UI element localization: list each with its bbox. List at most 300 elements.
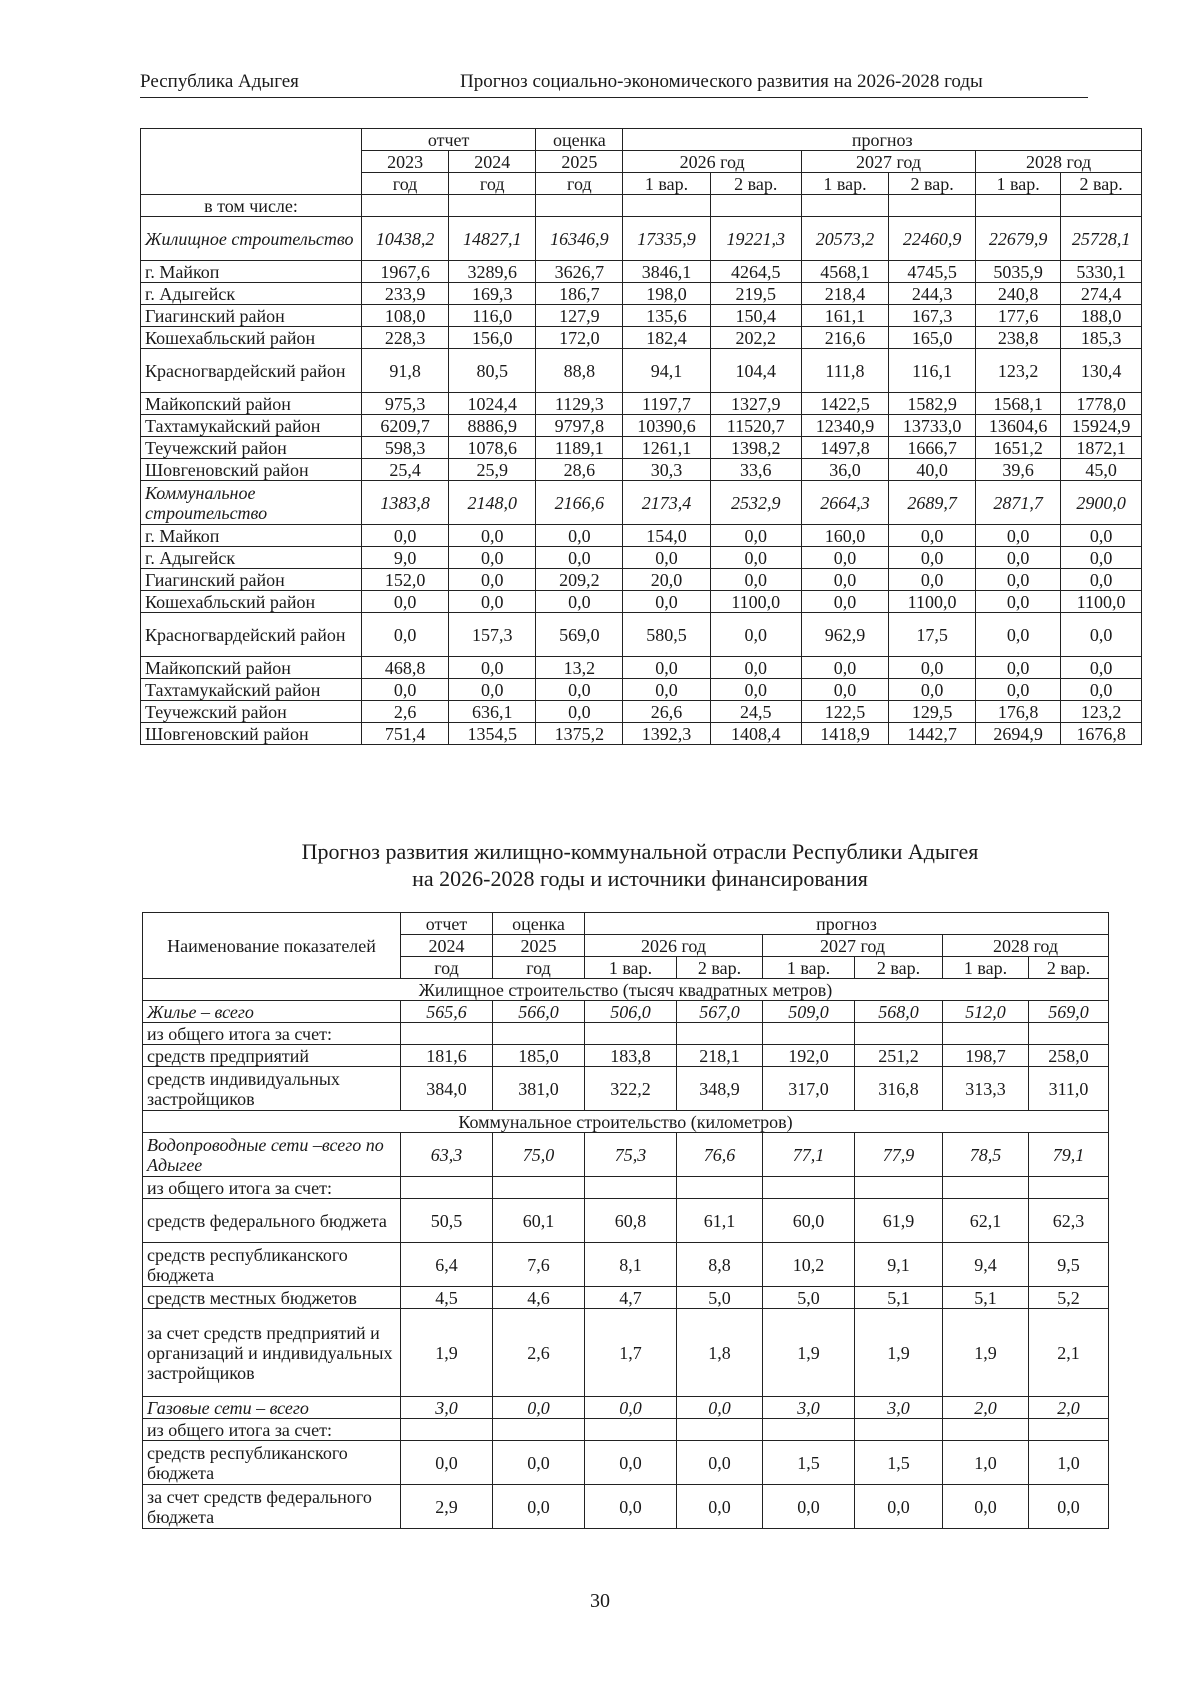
value-cell: 0,0 [855, 1485, 943, 1529]
value-cell: 0,0 [362, 591, 449, 613]
value-cell: 512,0 [943, 1001, 1029, 1023]
value-cell: 0,0 [801, 679, 888, 701]
value-cell: 60,8 [585, 1199, 677, 1243]
value-cell: 0,0 [623, 679, 710, 701]
value-cell: 10438,2 [362, 217, 449, 261]
value-cell: 0,0 [801, 547, 888, 569]
empty-cell [763, 1023, 855, 1045]
value-cell: 25,9 [449, 459, 536, 481]
value-cell: 1,0 [1029, 1441, 1109, 1485]
value-cell: 127,9 [536, 305, 623, 327]
value-cell: 63,3 [401, 1133, 493, 1177]
value-cell: 311,0 [1029, 1067, 1109, 1111]
variant-1-header: 1 вар. [763, 957, 855, 979]
value-cell: 172,0 [536, 327, 623, 349]
value-cell: 0,0 [536, 701, 623, 723]
value-cell: 202,2 [710, 327, 801, 349]
variant-2-header: 2 вар. [710, 173, 801, 195]
value-cell: 0,0 [710, 679, 801, 701]
variant-1-header: 1 вар. [801, 173, 888, 195]
value-cell: 116,0 [449, 305, 536, 327]
value-cell: 0,0 [362, 525, 449, 547]
empty-cell [401, 1177, 493, 1199]
value-cell: 1418,9 [801, 723, 888, 745]
value-cell: 1778,0 [1061, 393, 1142, 415]
value-cell: 122,5 [801, 701, 888, 723]
table-row [143, 1199, 1109, 1243]
value-cell: 381,0 [493, 1067, 585, 1111]
value-cell: 157,3 [449, 613, 536, 657]
table-row [141, 701, 1142, 723]
group-header-report: отчет [362, 129, 536, 151]
year-header: 2028 год [976, 151, 1142, 173]
year-header: 2024 [449, 151, 536, 173]
row-label: г. Майкоп [141, 261, 362, 283]
value-cell: 1024,4 [449, 393, 536, 415]
value-cell: 0,0 [976, 547, 1061, 569]
value-cell: 2,9 [401, 1485, 493, 1529]
value-cell: 104,4 [710, 349, 801, 393]
value-cell: 0,0 [801, 657, 888, 679]
row-label: Теучежский район [141, 701, 362, 723]
value-cell: 22679,9 [976, 217, 1061, 261]
table-row [141, 679, 1142, 701]
value-cell: 751,4 [362, 723, 449, 745]
value-cell: 45,0 [1061, 459, 1142, 481]
value-cell: 0,0 [710, 569, 801, 591]
value-cell: 60,1 [493, 1199, 585, 1243]
value-cell: 0,0 [710, 657, 801, 679]
value-cell: 0,0 [449, 679, 536, 701]
value-cell: 5,0 [763, 1287, 855, 1309]
value-cell: 1100,0 [889, 591, 976, 613]
value-cell: 0,0 [1061, 657, 1142, 679]
value-cell: 2,0 [943, 1397, 1029, 1419]
value-cell: 116,1 [889, 349, 976, 393]
value-cell: 1,9 [943, 1309, 1029, 1397]
value-cell: 5,1 [943, 1287, 1029, 1309]
value-cell: 61,9 [855, 1199, 943, 1243]
value-cell: 185,0 [493, 1045, 585, 1067]
table-row [143, 1001, 1109, 1023]
value-cell: 40,0 [889, 459, 976, 481]
value-cell: 567,0 [677, 1001, 763, 1023]
value-cell: 0,0 [401, 1441, 493, 1485]
value-cell: 1197,7 [623, 393, 710, 415]
value-cell: 22460,9 [889, 217, 976, 261]
value-cell: 135,6 [623, 305, 710, 327]
header-region: Республика Адыгея [140, 71, 299, 92]
value-cell: 5,2 [1029, 1287, 1109, 1309]
table-row [141, 613, 1142, 657]
value-cell: 0,0 [362, 613, 449, 657]
value-cell: 161,1 [801, 305, 888, 327]
value-cell: 0,0 [976, 657, 1061, 679]
table-row [141, 327, 1142, 349]
value-cell: 1422,5 [801, 393, 888, 415]
value-cell: 1,9 [763, 1309, 855, 1397]
value-cell: 0,0 [677, 1485, 763, 1529]
value-cell: 77,1 [763, 1133, 855, 1177]
value-cell: 0,0 [536, 591, 623, 613]
value-cell: 198,0 [623, 283, 710, 305]
value-cell: 60,0 [763, 1199, 855, 1243]
table-row [141, 261, 1142, 283]
value-cell: 79,1 [1029, 1133, 1109, 1177]
value-cell: 177,6 [976, 305, 1061, 327]
value-cell: 316,8 [855, 1067, 943, 1111]
table-row [141, 349, 1142, 393]
value-cell: 1261,1 [623, 437, 710, 459]
group-header-estimate: оценка [536, 129, 623, 151]
year-header: 2023 [362, 151, 449, 173]
value-cell: 77,9 [855, 1133, 943, 1177]
year-header: 2027 год [763, 935, 943, 957]
value-cell: 14827,1 [449, 217, 536, 261]
value-cell: 5,1 [855, 1287, 943, 1309]
table-row [141, 393, 1142, 415]
empty-cell [623, 195, 710, 217]
value-cell: 1872,1 [1061, 437, 1142, 459]
table-row [143, 1067, 1109, 1111]
table-row [141, 569, 1142, 591]
value-cell: 0,0 [710, 547, 801, 569]
value-cell: 4568,1 [801, 261, 888, 283]
row-label: из общего итога за счет: [143, 1419, 401, 1441]
value-cell: 0,0 [623, 591, 710, 613]
empty-cell [585, 1177, 677, 1199]
value-cell: 186,7 [536, 283, 623, 305]
empty-cell [855, 1419, 943, 1441]
value-cell: 198,7 [943, 1045, 1029, 1067]
value-cell: 0,0 [801, 569, 888, 591]
value-cell: 4264,5 [710, 261, 801, 283]
value-cell: 0,0 [710, 613, 801, 657]
value-cell: 13733,0 [889, 415, 976, 437]
value-cell: 0,0 [493, 1485, 585, 1529]
value-cell: 4,6 [493, 1287, 585, 1309]
value-cell: 1,0 [943, 1441, 1029, 1485]
value-cell: 129,5 [889, 701, 976, 723]
value-cell: 509,0 [763, 1001, 855, 1023]
table-row [141, 437, 1142, 459]
value-cell: 1582,9 [889, 393, 976, 415]
variant-1-header: 1 вар. [623, 173, 710, 195]
value-cell: 24,5 [710, 701, 801, 723]
value-cell: 75,3 [585, 1133, 677, 1177]
value-cell: 2148,0 [449, 481, 536, 525]
value-cell: 3,0 [401, 1397, 493, 1419]
value-cell: 1327,9 [710, 393, 801, 415]
table-construction-by-district [140, 128, 1142, 745]
variant-2-header: 2 вар. [855, 957, 943, 979]
year-header: 2026 год [623, 151, 802, 173]
table-row [141, 459, 1142, 481]
empty-cell [855, 1023, 943, 1045]
value-cell: 0,0 [449, 591, 536, 613]
value-cell: 7,6 [493, 1243, 585, 1287]
value-cell: 2166,6 [536, 481, 623, 525]
value-cell: 0,0 [677, 1397, 763, 1419]
including-label: в том числе: [141, 195, 362, 217]
value-cell: 39,6 [976, 459, 1061, 481]
value-cell: 3626,7 [536, 261, 623, 283]
value-cell: 2532,9 [710, 481, 801, 525]
row-label: Майкопский район [141, 393, 362, 415]
value-cell: 244,3 [889, 283, 976, 305]
row-label: Майкопский район [141, 657, 362, 679]
table-row [143, 1045, 1109, 1067]
table-row [143, 1309, 1109, 1397]
value-cell: 506,0 [585, 1001, 677, 1023]
row-label: средств индивидуальных застройщиков [143, 1067, 401, 1111]
value-cell: 218,1 [677, 1045, 763, 1067]
value-cell: 598,3 [362, 437, 449, 459]
value-cell: 111,8 [801, 349, 888, 393]
empty-cell [677, 1419, 763, 1441]
value-cell: 2900,0 [1061, 481, 1142, 525]
row-label: Красногвардейский район [141, 349, 362, 393]
table-row [143, 1287, 1109, 1309]
value-cell: 228,3 [362, 327, 449, 349]
value-cell: 1100,0 [710, 591, 801, 613]
value-cell: 156,0 [449, 327, 536, 349]
value-cell: 108,0 [362, 305, 449, 327]
page-header [140, 71, 1088, 98]
value-cell: 1383,8 [362, 481, 449, 525]
year-unit-header: год [536, 173, 623, 195]
empty-cell [493, 1419, 585, 1441]
value-cell: 0,0 [763, 1485, 855, 1529]
row-label: Гиагинский район [141, 569, 362, 591]
value-cell: 8,8 [677, 1243, 763, 1287]
value-cell: 2689,7 [889, 481, 976, 525]
value-cell: 1,9 [401, 1309, 493, 1397]
empty-cell [855, 1177, 943, 1199]
empty-cell [493, 1177, 585, 1199]
value-cell: 12340,9 [801, 415, 888, 437]
row-label: Тахтамукайский район [141, 679, 362, 701]
value-cell: 3289,6 [449, 261, 536, 283]
value-cell: 218,4 [801, 283, 888, 305]
header-empty-cell [141, 129, 362, 195]
value-cell: 16346,9 [536, 217, 623, 261]
table-row [141, 283, 1142, 305]
value-cell: 20,0 [623, 569, 710, 591]
value-cell: 88,8 [536, 349, 623, 393]
value-cell: 0,0 [362, 679, 449, 701]
value-cell: 4745,5 [889, 261, 976, 283]
row-label: Тахтамукайский район [141, 415, 362, 437]
value-cell: 0,0 [449, 547, 536, 569]
value-cell: 1354,5 [449, 723, 536, 745]
value-cell: 182,4 [623, 327, 710, 349]
value-cell: 25,4 [362, 459, 449, 481]
value-cell: 192,0 [763, 1045, 855, 1067]
value-cell: 0,0 [976, 525, 1061, 547]
value-cell: 384,0 [401, 1067, 493, 1111]
value-cell: 0,0 [585, 1441, 677, 1485]
value-cell: 167,3 [889, 305, 976, 327]
value-cell: 76,6 [677, 1133, 763, 1177]
value-cell: 0,0 [623, 547, 710, 569]
value-cell: 1129,3 [536, 393, 623, 415]
table-row [143, 1397, 1109, 1419]
table-row [141, 547, 1142, 569]
value-cell: 75,0 [493, 1133, 585, 1177]
year-unit-header: год [449, 173, 536, 195]
value-cell: 6,4 [401, 1243, 493, 1287]
value-cell: 0,0 [1061, 547, 1142, 569]
value-cell: 1189,1 [536, 437, 623, 459]
value-cell: 0,0 [1061, 525, 1142, 547]
value-cell: 322,2 [585, 1067, 677, 1111]
empty-cell [585, 1419, 677, 1441]
header-document-title: Прогноз социально-экономического развития на 2026-2028 годы [460, 71, 983, 92]
value-cell: 0,0 [889, 657, 976, 679]
value-cell: 4,7 [585, 1287, 677, 1309]
value-cell: 5330,1 [1061, 261, 1142, 283]
value-cell: 165,0 [889, 327, 976, 349]
row-label: за счет средств федерального бюджета [143, 1485, 401, 1529]
empty-cell [889, 195, 976, 217]
value-cell: 4,5 [401, 1287, 493, 1309]
value-cell: 251,2 [855, 1045, 943, 1067]
table-row [141, 481, 1142, 525]
variant-1-header: 1 вар. [976, 173, 1061, 195]
empty-cell [763, 1419, 855, 1441]
empty-cell [677, 1177, 763, 1199]
value-cell: 1,7 [585, 1309, 677, 1397]
value-cell: 62,1 [943, 1199, 1029, 1243]
value-cell: 33,6 [710, 459, 801, 481]
value-cell: 160,0 [801, 525, 888, 547]
row-label: Газовые сети – всего [143, 1397, 401, 1419]
value-cell: 154,0 [623, 525, 710, 547]
value-cell: 91,8 [362, 349, 449, 393]
row-label: г. Адыгейск [141, 283, 362, 305]
value-cell: 0,0 [976, 591, 1061, 613]
value-cell: 1666,7 [889, 437, 976, 459]
value-cell: 1442,7 [889, 723, 976, 745]
value-cell: 0,0 [449, 569, 536, 591]
value-cell: 2871,7 [976, 481, 1061, 525]
row-label: Теучежский район [141, 437, 362, 459]
value-cell: 3,0 [763, 1397, 855, 1419]
value-cell: 1967,6 [362, 261, 449, 283]
value-cell: 1651,2 [976, 437, 1061, 459]
value-cell: 1100,0 [1061, 591, 1142, 613]
row-label: Жилищное строительство [141, 217, 362, 261]
value-cell: 5035,9 [976, 261, 1061, 283]
value-cell: 9,1 [855, 1243, 943, 1287]
value-cell: 0,0 [449, 525, 536, 547]
value-cell: 17335,9 [623, 217, 710, 261]
value-cell: 3846,1 [623, 261, 710, 283]
value-cell: 185,3 [1061, 327, 1142, 349]
value-cell: 0,0 [976, 679, 1061, 701]
variant-2-header: 2 вар. [1029, 957, 1109, 979]
variant-1-header: 1 вар. [943, 957, 1029, 979]
empty-cell [449, 195, 536, 217]
row-label: средств предприятий [143, 1045, 401, 1067]
value-cell: 209,2 [536, 569, 623, 591]
value-cell: 636,1 [449, 701, 536, 723]
value-cell: 1676,8 [1061, 723, 1142, 745]
empty-cell [943, 1177, 1029, 1199]
value-cell: 150,4 [710, 305, 801, 327]
value-cell: 0,0 [493, 1397, 585, 1419]
value-cell: 348,9 [677, 1067, 763, 1111]
value-cell: 240,8 [976, 283, 1061, 305]
row-label: средств местных бюджетов [143, 1287, 401, 1309]
empty-cell [1029, 1023, 1109, 1045]
value-cell: 123,2 [976, 349, 1061, 393]
value-cell: 565,6 [401, 1001, 493, 1023]
value-cell: 0,0 [677, 1441, 763, 1485]
row-label: за счет средств предприятий и организаций и индивидуальных застройщиков [143, 1309, 401, 1397]
value-cell: 123,2 [1061, 701, 1142, 723]
value-cell: 1408,4 [710, 723, 801, 745]
value-cell: 580,5 [623, 613, 710, 657]
value-cell: 8,1 [585, 1243, 677, 1287]
variant-2-header: 2 вар. [1061, 173, 1142, 195]
empty-cell [401, 1419, 493, 1441]
row-label: Коммунальное строительство [141, 481, 362, 525]
value-cell: 0,0 [889, 569, 976, 591]
row-label: Жилье – всего [143, 1001, 401, 1023]
value-cell: 0,0 [1061, 679, 1142, 701]
section-title: Жилищное строительство (тысяч квадратных метров) [143, 979, 1109, 1001]
value-cell: 13604,6 [976, 415, 1061, 437]
value-cell: 183,8 [585, 1045, 677, 1067]
value-cell: 0,0 [889, 547, 976, 569]
empty-cell [362, 195, 449, 217]
value-cell: 1392,3 [623, 723, 710, 745]
value-cell: 9,5 [1029, 1243, 1109, 1287]
empty-cell [401, 1023, 493, 1045]
value-cell: 566,0 [493, 1001, 585, 1023]
value-cell: 176,8 [976, 701, 1061, 723]
value-cell: 0,0 [623, 657, 710, 679]
row-label: Шовгеновский район [141, 723, 362, 745]
value-cell: 975,3 [362, 393, 449, 415]
table-row [143, 1023, 1109, 1045]
empty-cell [943, 1023, 1029, 1045]
value-cell: 8886,9 [449, 415, 536, 437]
year-unit-header: год [362, 173, 449, 195]
group-header-forecast: прогноз [585, 913, 1109, 935]
section-title-line-1: Прогноз развития жилищно-коммунальной отрасли Республики Адыгея [301, 839, 979, 864]
empty-cell [763, 1177, 855, 1199]
value-cell: 0,0 [889, 679, 976, 701]
value-cell: 962,9 [801, 613, 888, 657]
value-cell: 94,1 [623, 349, 710, 393]
value-cell: 0,0 [536, 679, 623, 701]
value-cell: 468,8 [362, 657, 449, 679]
value-cell: 0,0 [536, 547, 623, 569]
value-cell: 0,0 [1061, 613, 1142, 657]
value-cell: 1078,6 [449, 437, 536, 459]
row-label: из общего итога за счет: [143, 1177, 401, 1199]
group-header-forecast: прогноз [623, 129, 1142, 151]
year-unit-header: год [493, 957, 585, 979]
row-label: Красногвардейский район [141, 613, 362, 657]
value-cell: 233,9 [362, 283, 449, 305]
row-label: Кошехабльский район [141, 591, 362, 613]
row-label: Водопроводные сети –всего по Адыгее [143, 1133, 401, 1177]
value-cell: 62,3 [1029, 1199, 1109, 1243]
